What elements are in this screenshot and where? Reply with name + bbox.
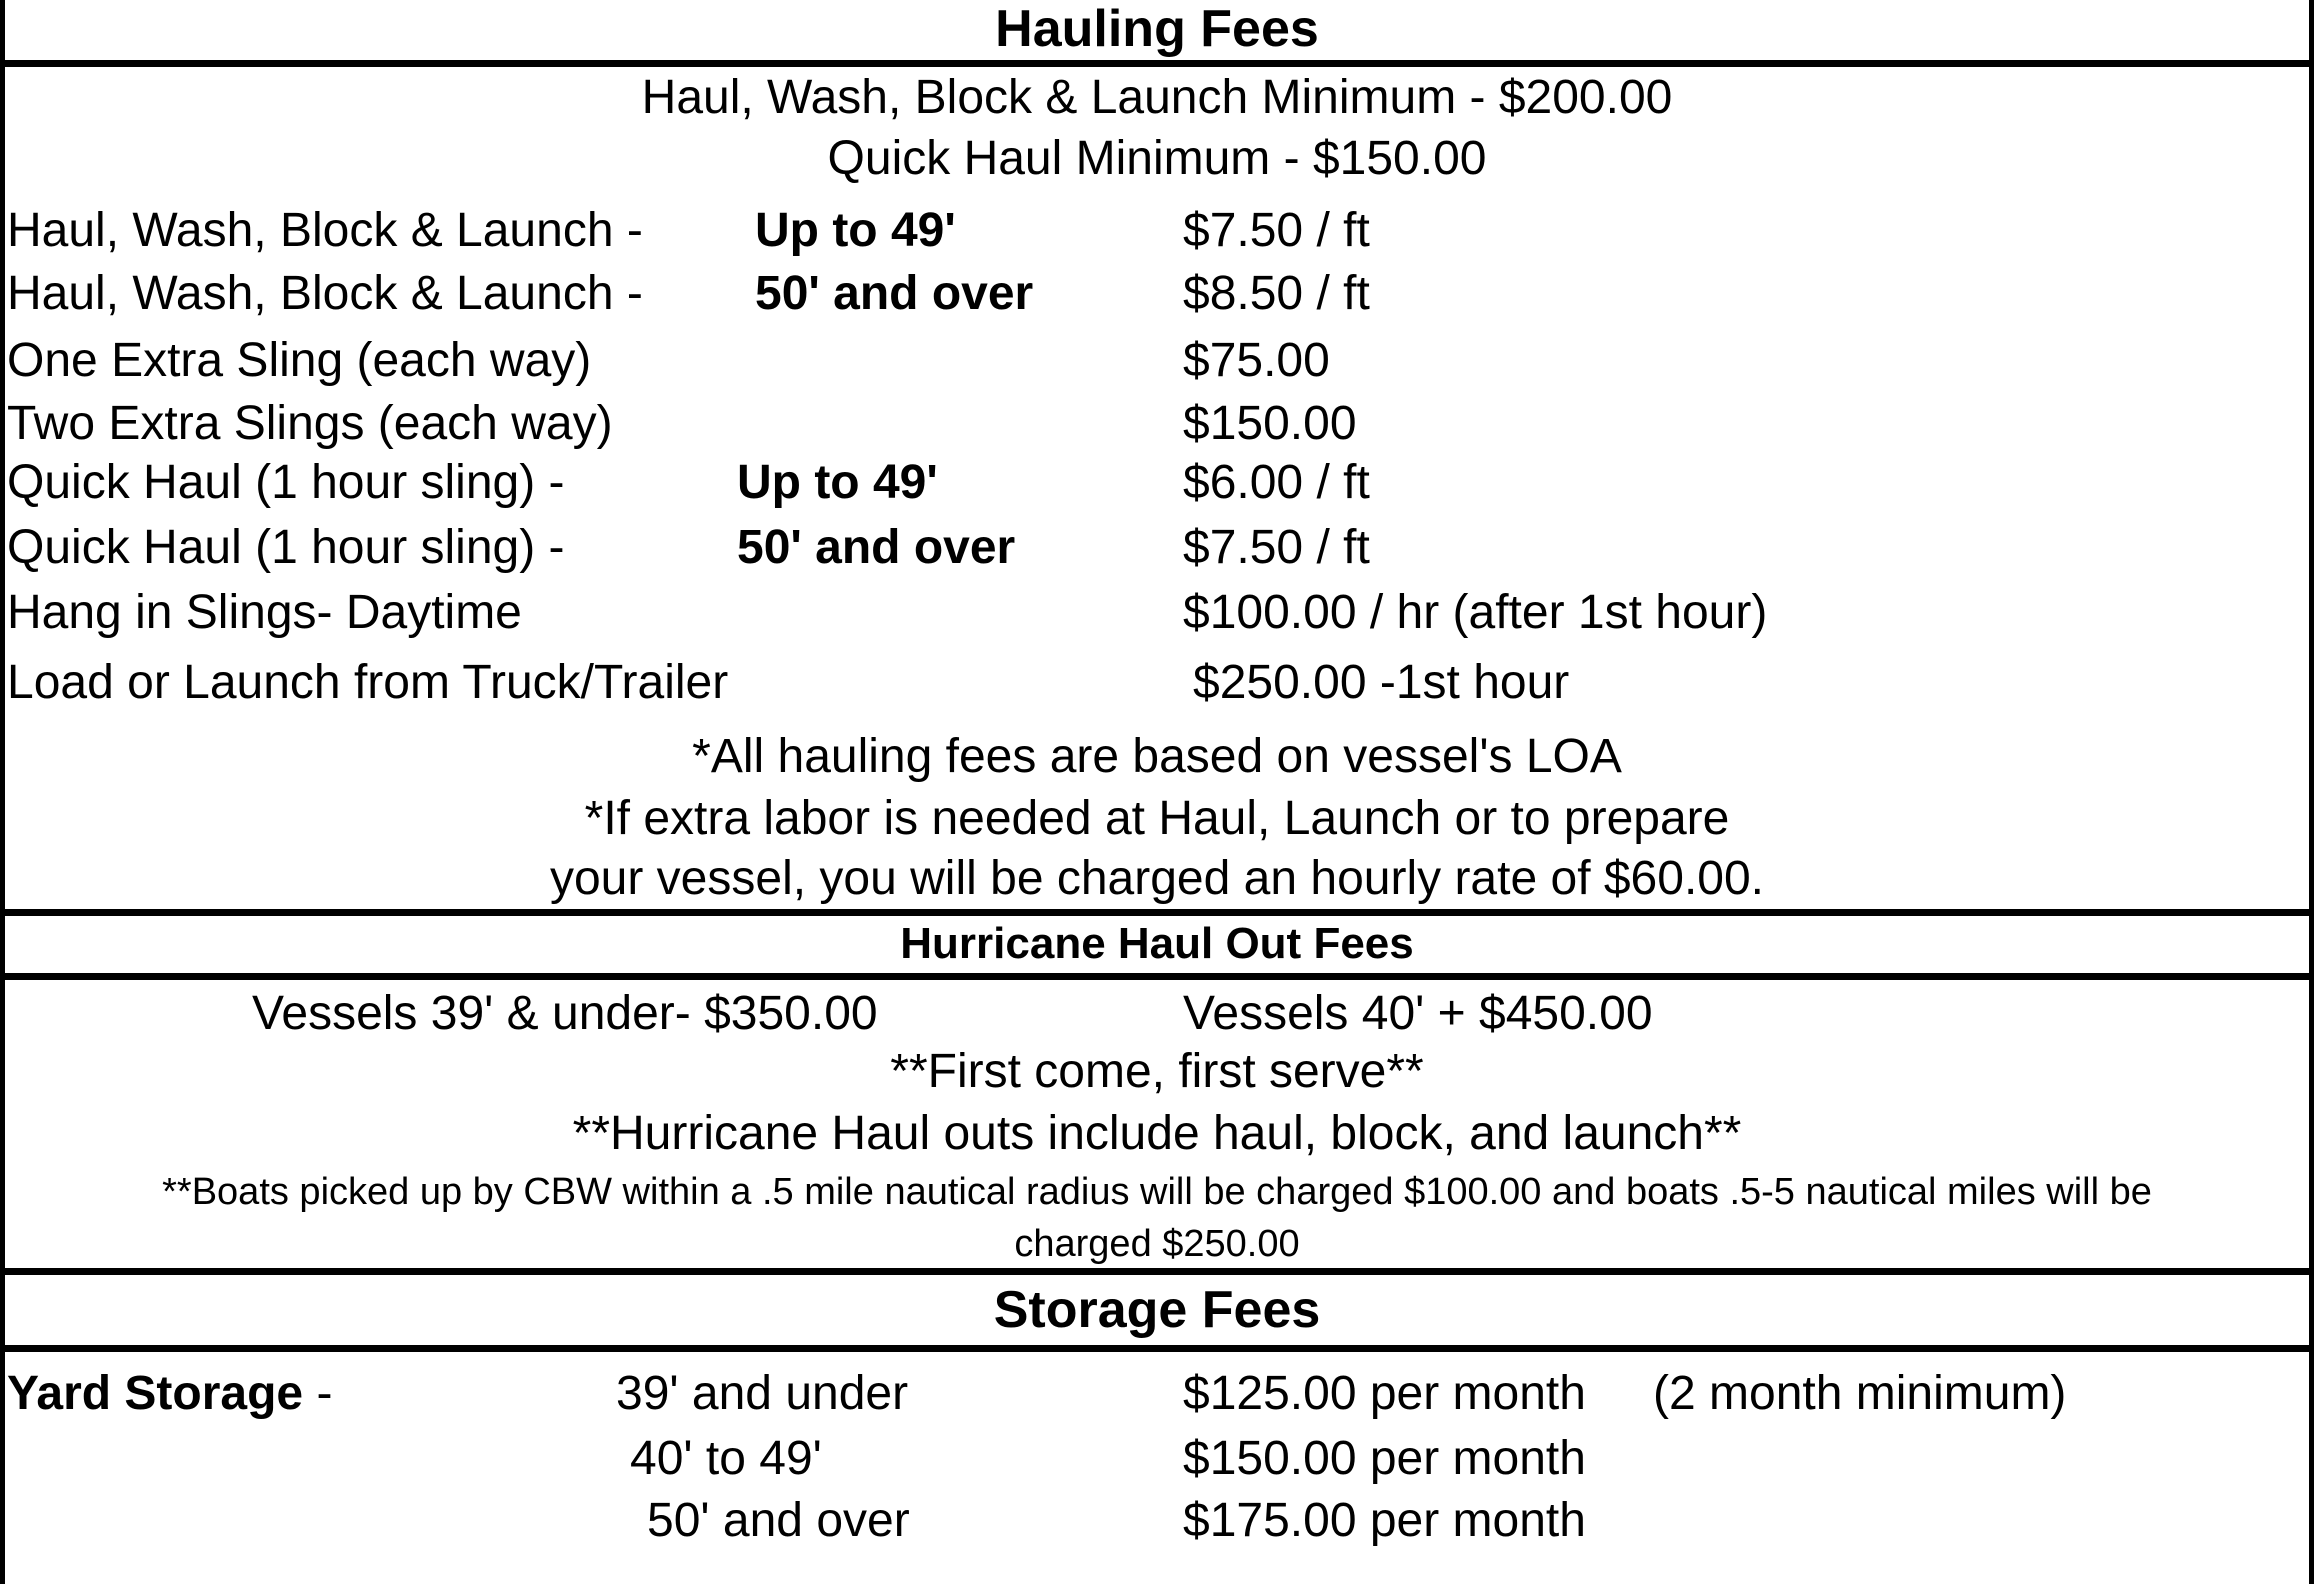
hauling-row-size: Up to 49' xyxy=(737,456,938,509)
hauling-row-label: Haul, Wash, Block & Launch - xyxy=(7,204,643,257)
storage-row-size: 39' and under xyxy=(616,1367,909,1420)
hurricane-note: **Hurricane Haul outs include haul, block, and launch** xyxy=(572,1107,1742,1160)
hauling-row-label: Load or Launch from Truck/Trailer xyxy=(7,656,729,709)
hurricane-pickup-note: **Boats picked up by CBW within a .5 mile nautical radius will be charged $100.00 and boats .5-5 nautical miles will be xyxy=(162,1171,2152,1213)
storage-title: Storage Fees xyxy=(993,1281,1321,1339)
hauling-row-size: 50' and over xyxy=(737,521,1016,574)
storage-label-dash: - xyxy=(303,1367,333,1420)
storage-row-note: (2 month minimum) xyxy=(1653,1367,2067,1420)
hauling-row-price: $150.00 xyxy=(1183,397,1357,450)
hauling-row-price: $8.50 / ft xyxy=(1183,267,1370,320)
hauling-row-label: Quick Haul (1 hour sling) - xyxy=(7,521,565,574)
hauling-row-label: One Extra Sling (each way) xyxy=(7,334,592,387)
hurricane-title: Hurricane Haul Out Fees xyxy=(900,919,1414,968)
hurricane-large-vessels: Vessels 40' + $450.00 xyxy=(1183,987,1653,1040)
hauling-note: *If extra labor is needed at Haul, Launch or to prepare xyxy=(584,792,1730,845)
storage-label-text: Yard Storage xyxy=(7,1367,304,1420)
hurricane-pickup-note: charged $250.00 xyxy=(1014,1223,1300,1265)
hauling-row-price: $7.50 / ft xyxy=(1183,204,1370,257)
hauling-row-size: 50' and over xyxy=(755,267,1034,320)
hauling-minimum-quick: Quick Haul Minimum - $150.00 xyxy=(827,132,1487,185)
hauling-row-size: Up to 49' xyxy=(755,204,956,257)
divider-hauling-top xyxy=(0,60,2314,67)
storage-row-price: $175.00 per month xyxy=(1183,1494,1586,1547)
divider-storage-top xyxy=(0,1268,2314,1275)
divider-storage-bottom xyxy=(0,1345,2314,1352)
hauling-row-price: $6.00 / ft xyxy=(1183,456,1370,509)
hauling-row-label: Quick Haul (1 hour sling) - xyxy=(7,456,565,509)
hauling-row-price: $7.50 / ft xyxy=(1183,521,1370,574)
hauling-row-price: $250.00 -1st hour xyxy=(1193,656,1570,709)
hurricane-note: **First come, first serve** xyxy=(890,1045,1424,1098)
hauling-note: *All hauling fees are based on vessel's LOA xyxy=(692,730,1622,783)
hauling-title: Hauling Fees xyxy=(995,0,1319,58)
hauling-row-label: Haul, Wash, Block & Launch - xyxy=(7,267,643,320)
hauling-row-label: Hang in Slings- Daytime xyxy=(7,586,522,639)
hurricane-small-vessels: Vessels 39' & under- $350.00 xyxy=(252,987,878,1040)
hauling-row-price: $100.00 / hr (after 1st hour) xyxy=(1183,586,1768,639)
hauling-minimum-full: Haul, Wash, Block & Launch Minimum - $200.00 xyxy=(641,71,1673,124)
storage-row-size: 40' to 49' xyxy=(630,1432,822,1485)
storage-label xyxy=(7,1367,333,1420)
hauling-row-label: Two Extra Slings (each way) xyxy=(7,397,613,450)
divider-hurricane-bottom xyxy=(0,973,2314,980)
storage-row-price: $150.00 per month xyxy=(1183,1432,1586,1485)
hauling-row-price: $75.00 xyxy=(1183,334,1330,387)
divider-hurricane-top xyxy=(0,909,2314,916)
hauling-note: your vessel, you will be charged an hourly rate of $60.00. xyxy=(549,852,1765,905)
storage-row-price: $125.00 per month xyxy=(1183,1367,1586,1420)
storage-row-size: 50' and over xyxy=(647,1494,910,1547)
